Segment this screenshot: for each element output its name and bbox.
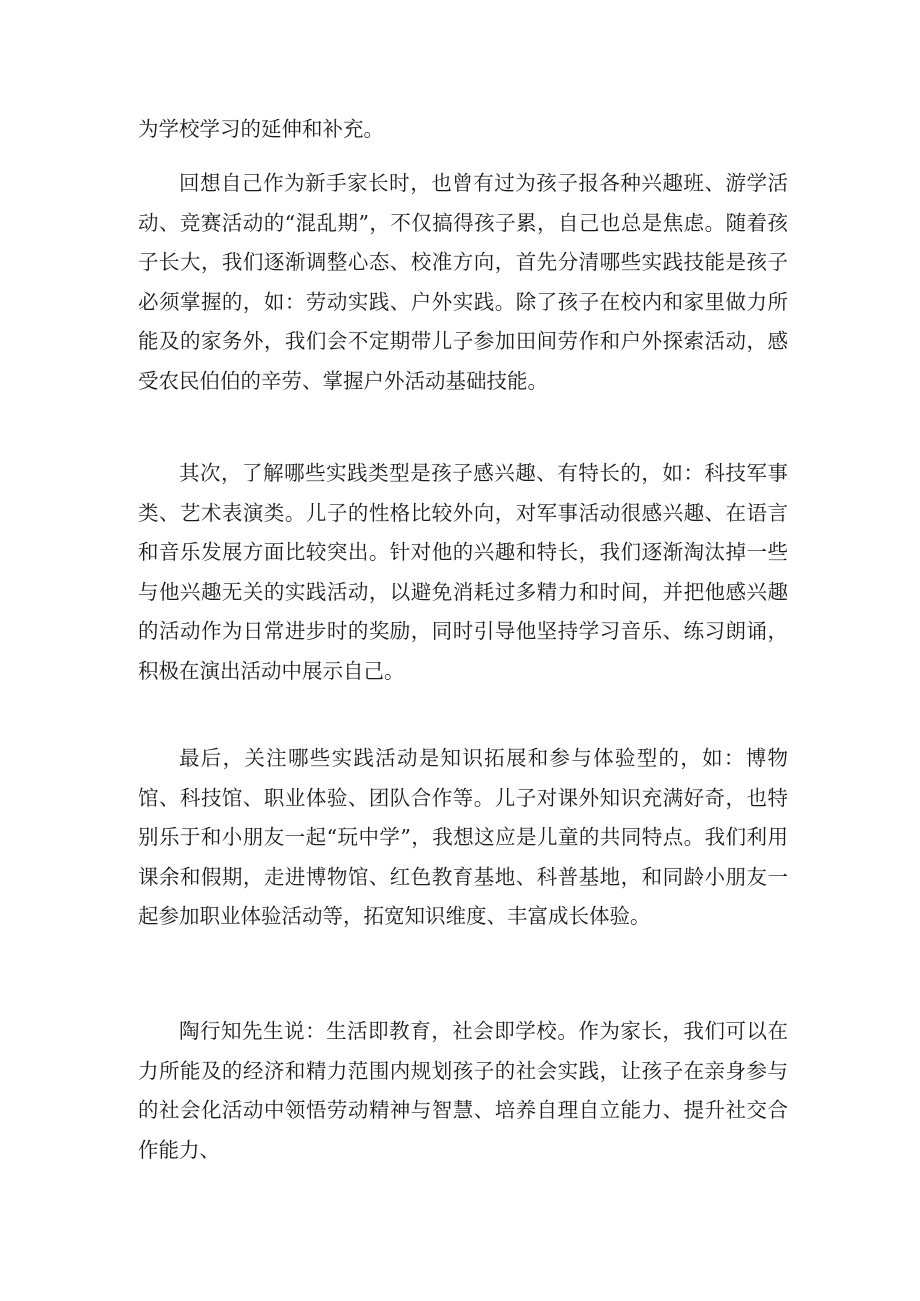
paragraph-reflection: 回想自己作为新手家长时，也曾有过为孩子报各种兴趣班、游学活动、竞赛活动的“混乱期”，不仅搞得孩子累，自己也总是焦虑。随着孩子长大，我们逐渐调整心态、校准方向，首先分清哪些实践技能是孩子必须掌握的，如：劳动实践、户外实践。除了孩子在校内和家里做力所能及的家务外，我们会不定期带儿子参加田间劳作和户外探索活动，感受农民伯伯的辛劳、掌握户外活动基础技能。 bbox=[138, 171, 788, 393]
paragraph-conclusion: 陶行知先生说：生活即教育，社会即学校。作为家长，我们可以在力所能及的经济和精力范围内规划孩子的社会实践，让孩子在亲身参与的社会化活动中领悟劳动精神与智慧、培养自理自立能力、提升社交合作能力、 bbox=[138, 1019, 788, 1162]
paragraph-interests: 其次，了解哪些实践类型是孩子感兴趣、有特长的，如：科技军事类、艺术表演类。儿子的性格比较外向，对军事活动很感兴趣、在语言和音乐发展方面比较突出。针对他的兴趣和特长，我们逐渐淘汰掉一些与他兴趣无关的实践活动，以避免消耗过多精力和时间，并把他感兴趣的活动作为日常进步时的奖励，同时引导他坚持学习音乐、练习朗诵，积极在演出活动中展示自己。 bbox=[138, 461, 788, 683]
paragraph-continuation: 为学校学习的延伸和补充。 bbox=[138, 117, 384, 141]
paragraph-knowledge: 最后，关注哪些实践活动是知识拓展和参与体验型的，如：博物馆、科技馆、职业体验、团队合作等。儿子对课外知识充满好奇，也特别乐于和小朋友一起“玩中学”，我想这应是儿童的共同特点。我们利用课余和假期，走进博物馆、红色教育基地、科普基地，和同龄小朋友一起参加职业体验活动等，拓宽知识维度、丰富成长体验。 bbox=[138, 746, 788, 928]
